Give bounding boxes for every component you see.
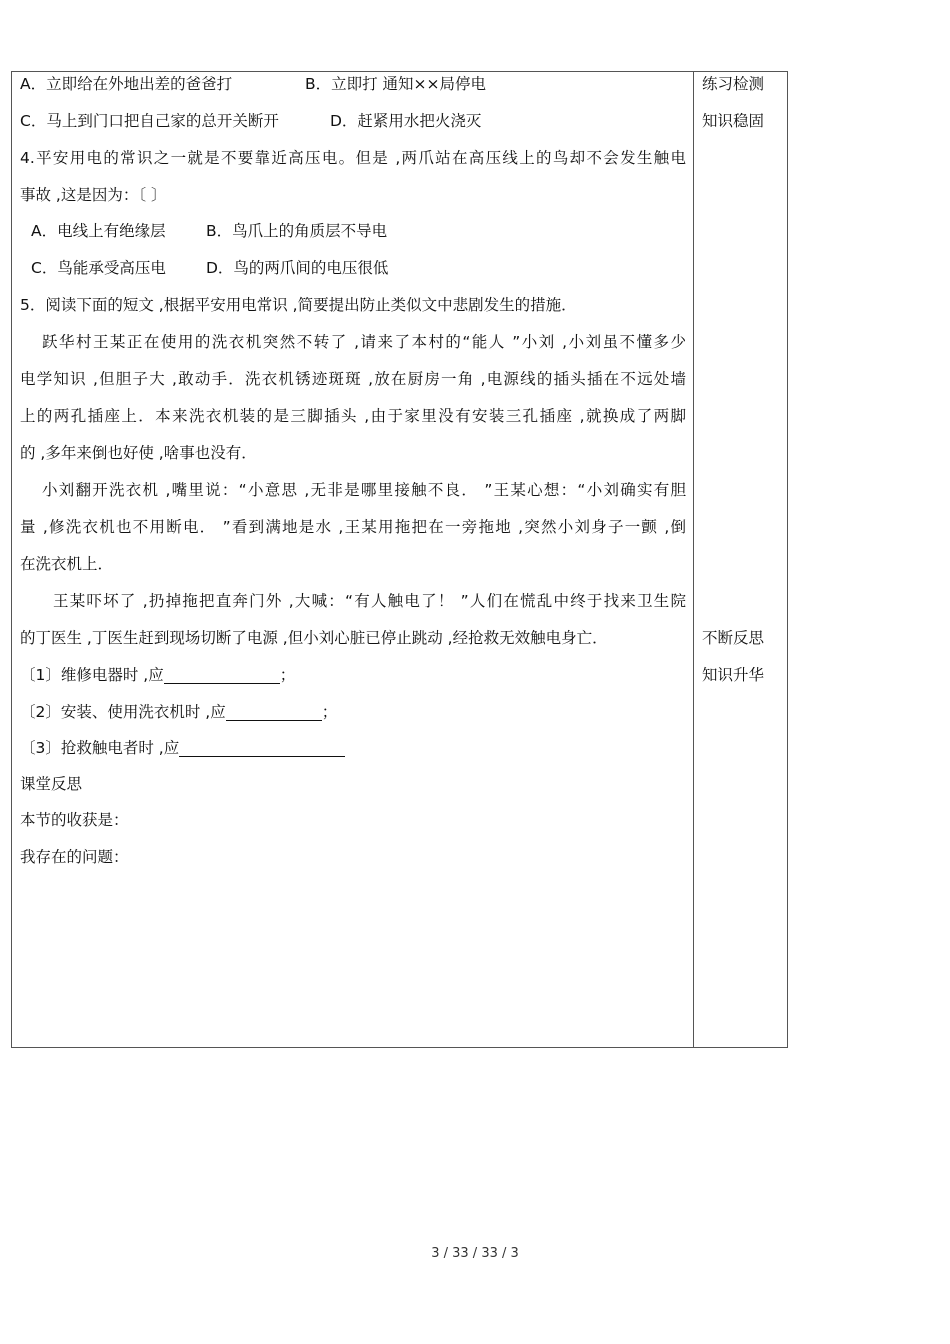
answer-3-blank[interactable]: [179, 736, 345, 757]
side-label-reflect: 不断反思: [702, 629, 765, 647]
q4-stem-line-2: 事故 ,这是因为：〔 〕: [20, 186, 167, 204]
answer-row-2: [20, 694, 337, 731]
q5-stem: 5．阅读下面的短文 ,根据平安用电常识 ,简要提出防止类似文中悲剧发生的措施．: [20, 296, 577, 314]
side-label-elevate: 知识升华: [702, 666, 765, 684]
reflection-heading: 课堂反思: [20, 775, 83, 793]
q4-option-c: C．鸟能承受高压电: [31, 259, 166, 277]
answer-2-prompt: 〔2〕安装、使用洗衣机时 ,应: [20, 703, 226, 721]
story-para2-line-1: 小刘翻开洗衣机 ,嘴里说：“小意思 ,无非是哪里接触不良． ”王某心想：“小刘确实有胆: [42, 481, 686, 499]
story-para2-line-3: 在洗衣机上．: [20, 555, 114, 573]
reflection-gains: 本节的收获是：: [20, 811, 129, 829]
answer-1-suffix: ；: [279, 666, 296, 684]
answer-row-3: [20, 730, 345, 767]
story-para2-line-2: 量 ,修洗衣机也不用断电． ”看到满地是水 ,王某用拖把在一旁拖地 ,突然小刘身子一颤 ,倒: [20, 518, 686, 536]
q4-option-d: D．鸟的两爪间的电压很低: [206, 259, 389, 277]
q4-option-b: B．鸟爪上的角质层不导电: [206, 222, 388, 240]
q3-option-c: C．马上到门口把自己家的总开关断开: [20, 112, 279, 130]
reflection-problems: 我存在的问题：: [20, 848, 129, 866]
q4-options-row-1: [20, 213, 688, 250]
story-para1-line-3: 上的两孔插座上．本来洗衣机装的是三脚插头 ,由于家里没有安装三孔插座 ,就换成了两脚: [20, 407, 686, 425]
q4-stem-line-1: 4.平安用电的常识之一就是不要靠近高压电。但是 ,两爪站在高压线上的鸟却不会发生触电: [20, 149, 686, 167]
story-para3-line-1: 王某吓坏了 ,扔掉拖把直奔门外 ,大喊：“有人触电了！ ”人们在慌乱中终于找来卫生院: [53, 592, 686, 610]
q3-option-b: B．立即打 通知××局停电: [305, 75, 487, 93]
q4-option-a: A．电线上有绝缘层: [31, 222, 166, 240]
answer-2-blank[interactable]: [226, 700, 322, 721]
q3-option-d: D．赶紧用水把火浇灭: [330, 112, 482, 130]
answer-1-blank[interactable]: [164, 663, 280, 684]
q3-options-row-1: [20, 66, 688, 103]
worksheet-table: [11, 71, 788, 1048]
story-para3-line-2: 的丁医生 ,丁医生赶到现场切断了电源 ,但小刘心脏已停止跳动 ,经抢救无效触电身亡．: [20, 629, 608, 647]
column-divider: [693, 72, 694, 1047]
story-para1-line-1: 跃华村王某正在使用的洗衣机突然不转了 ,请来了本村的“能人 ”小刘 ,小刘虽不懂多少: [42, 333, 686, 351]
q4-options-row-2: [20, 250, 688, 287]
q3-options-row-2: [20, 103, 688, 140]
side-label-consolidate: 知识稳固: [702, 112, 765, 130]
answer-3-prompt: 〔3〕抢救触电者时 ,应: [20, 739, 180, 757]
answer-2-suffix: ；: [321, 703, 338, 721]
side-label-practice: 练习检测: [702, 75, 765, 93]
story-para1-line-4: 的 ,多年来倒也好使 ,啥事也没有．: [20, 444, 257, 462]
answer-1-prompt: 〔1〕维修电器时 ,应: [20, 666, 164, 684]
answer-row-1: [20, 657, 295, 694]
story-para1-line-2: 电学知识 ,但胆子大 ,敢动手．洗衣机锈迹斑斑 ,放在厨房一角 ,电源线的插头插在不远处墙: [20, 370, 686, 388]
q3-option-a: A．立即给在外地出差的爸爸打: [20, 75, 233, 93]
page-number: 3 / 33 / 33 / 3: [431, 1246, 519, 1261]
